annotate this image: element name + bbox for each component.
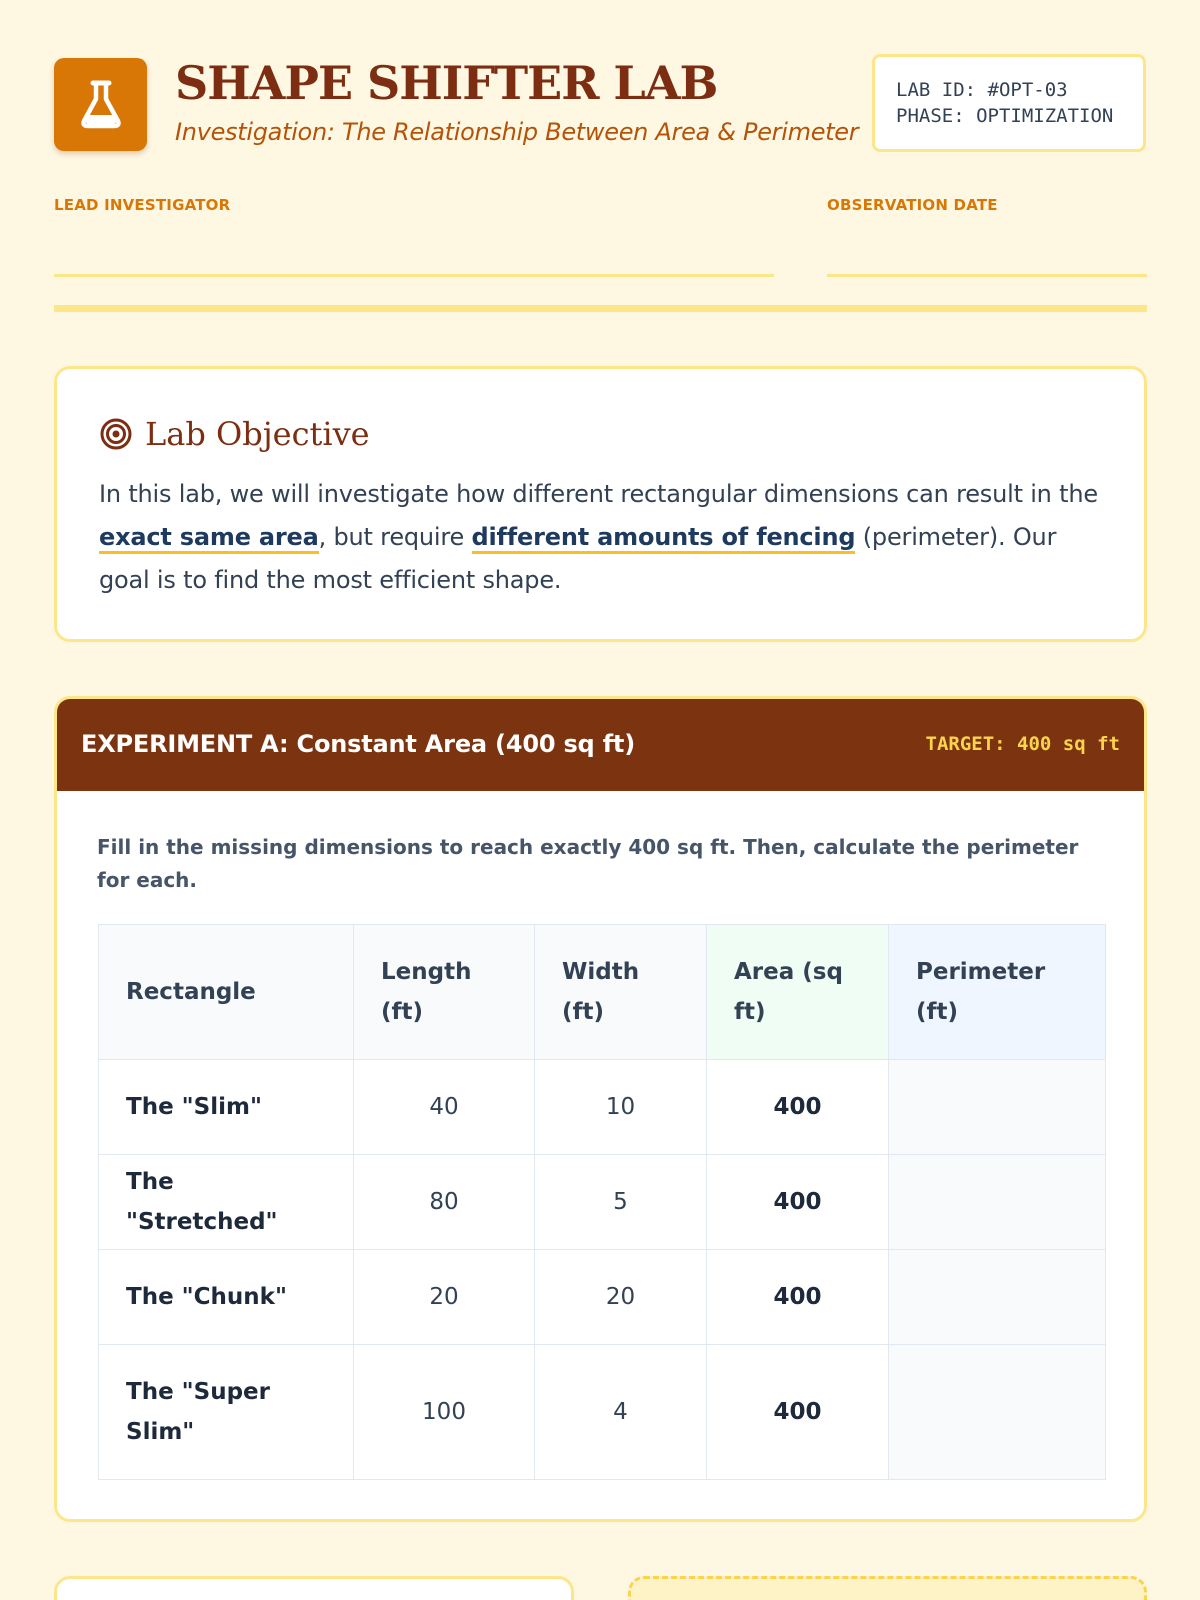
column-header: Width (ft) [535, 925, 707, 1060]
rectangle-name: The "Stretched" [99, 1155, 354, 1250]
page-title: SHAPE SHIFTER LAB [175, 56, 718, 110]
lab-logo [54, 58, 147, 151]
experiment-target: TARGET: 400 sq ft [925, 732, 1120, 755]
rectangle-name: The "Slim" [99, 1060, 354, 1155]
width-cell: 5 [535, 1155, 707, 1250]
objective-highlight: different amounts of fencing [472, 523, 856, 554]
date-field[interactable] [827, 274, 1147, 277]
next-section-card [54, 1576, 574, 1600]
objective-text-part: In this lab, we will investigate how different rectangular dimensions can result in the [99, 480, 1098, 508]
objective-text-part: , but require [318, 523, 472, 551]
perimeter-input[interactable] [889, 1060, 1106, 1155]
lab-id-box [872, 54, 1146, 152]
column-header: Area (sq ft) [707, 925, 889, 1060]
header-divider [54, 305, 1147, 312]
objective-heading [99, 415, 1104, 453]
experiment-instructions: Fill in the missing dimensions to reach exactly 400 sq ft. Then, calculate the perimeter for each. [97, 835, 1079, 892]
rectangle-name: The "Chunk" [99, 1250, 354, 1345]
rectangle-name: The "Super Slim" [99, 1345, 354, 1480]
length-cell: 20 [354, 1250, 535, 1345]
column-header: Rectangle [99, 925, 354, 1060]
table-header-row [99, 925, 1106, 1060]
table-row [99, 1345, 1106, 1480]
lab-header [54, 56, 1146, 152]
perimeter-input[interactable] [889, 1250, 1106, 1345]
length-cell: 80 [354, 1155, 535, 1250]
next-section-note [628, 1576, 1147, 1600]
perimeter-input[interactable] [889, 1155, 1106, 1250]
table-row [99, 1155, 1106, 1250]
area-cell: 400 [707, 1250, 889, 1345]
table-row [99, 1250, 1106, 1345]
length-cell: 40 [354, 1060, 535, 1155]
column-header: Length (ft) [354, 925, 535, 1060]
perimeter-input[interactable] [889, 1345, 1106, 1480]
experiment-header [54, 696, 1147, 791]
area-cell: 400 [707, 1345, 889, 1480]
width-cell: 4 [535, 1345, 707, 1480]
flask-icon [78, 80, 124, 130]
objective-highlight: exact same area [99, 523, 319, 554]
width-cell: 10 [535, 1060, 707, 1155]
experiment-title: EXPERIMENT A: Constant Area (400 sq ft) [81, 729, 635, 758]
lab-id: LAB ID: #OPT-03 [896, 79, 1068, 101]
lab-phase: PHASE: OPTIMIZATION [896, 105, 1114, 127]
objective-text-part: (perimeter). Our goal is to find the most efficient shape. [99, 523, 1057, 594]
investigator-label: LEAD INVESTIGATOR [54, 196, 231, 214]
objective-text [99, 473, 1104, 602]
area-cell: 400 [707, 1155, 889, 1250]
column-header: Perimeter (ft) [889, 925, 1106, 1060]
page-subtitle: Investigation: The Relationship Between Area & Perimeter [175, 118, 859, 146]
area-cell: 400 [707, 1060, 889, 1155]
investigator-field[interactable] [54, 274, 774, 277]
experiment-table [98, 924, 1106, 1480]
length-cell: 100 [354, 1345, 535, 1480]
table-row [99, 1060, 1106, 1155]
objective-title: Lab Objective [145, 415, 370, 453]
target-icon [99, 417, 133, 451]
width-cell: 20 [535, 1250, 707, 1345]
experiment-a-card [54, 696, 1147, 1522]
date-label: OBSERVATION DATE [827, 196, 998, 214]
objective-card [54, 366, 1147, 642]
